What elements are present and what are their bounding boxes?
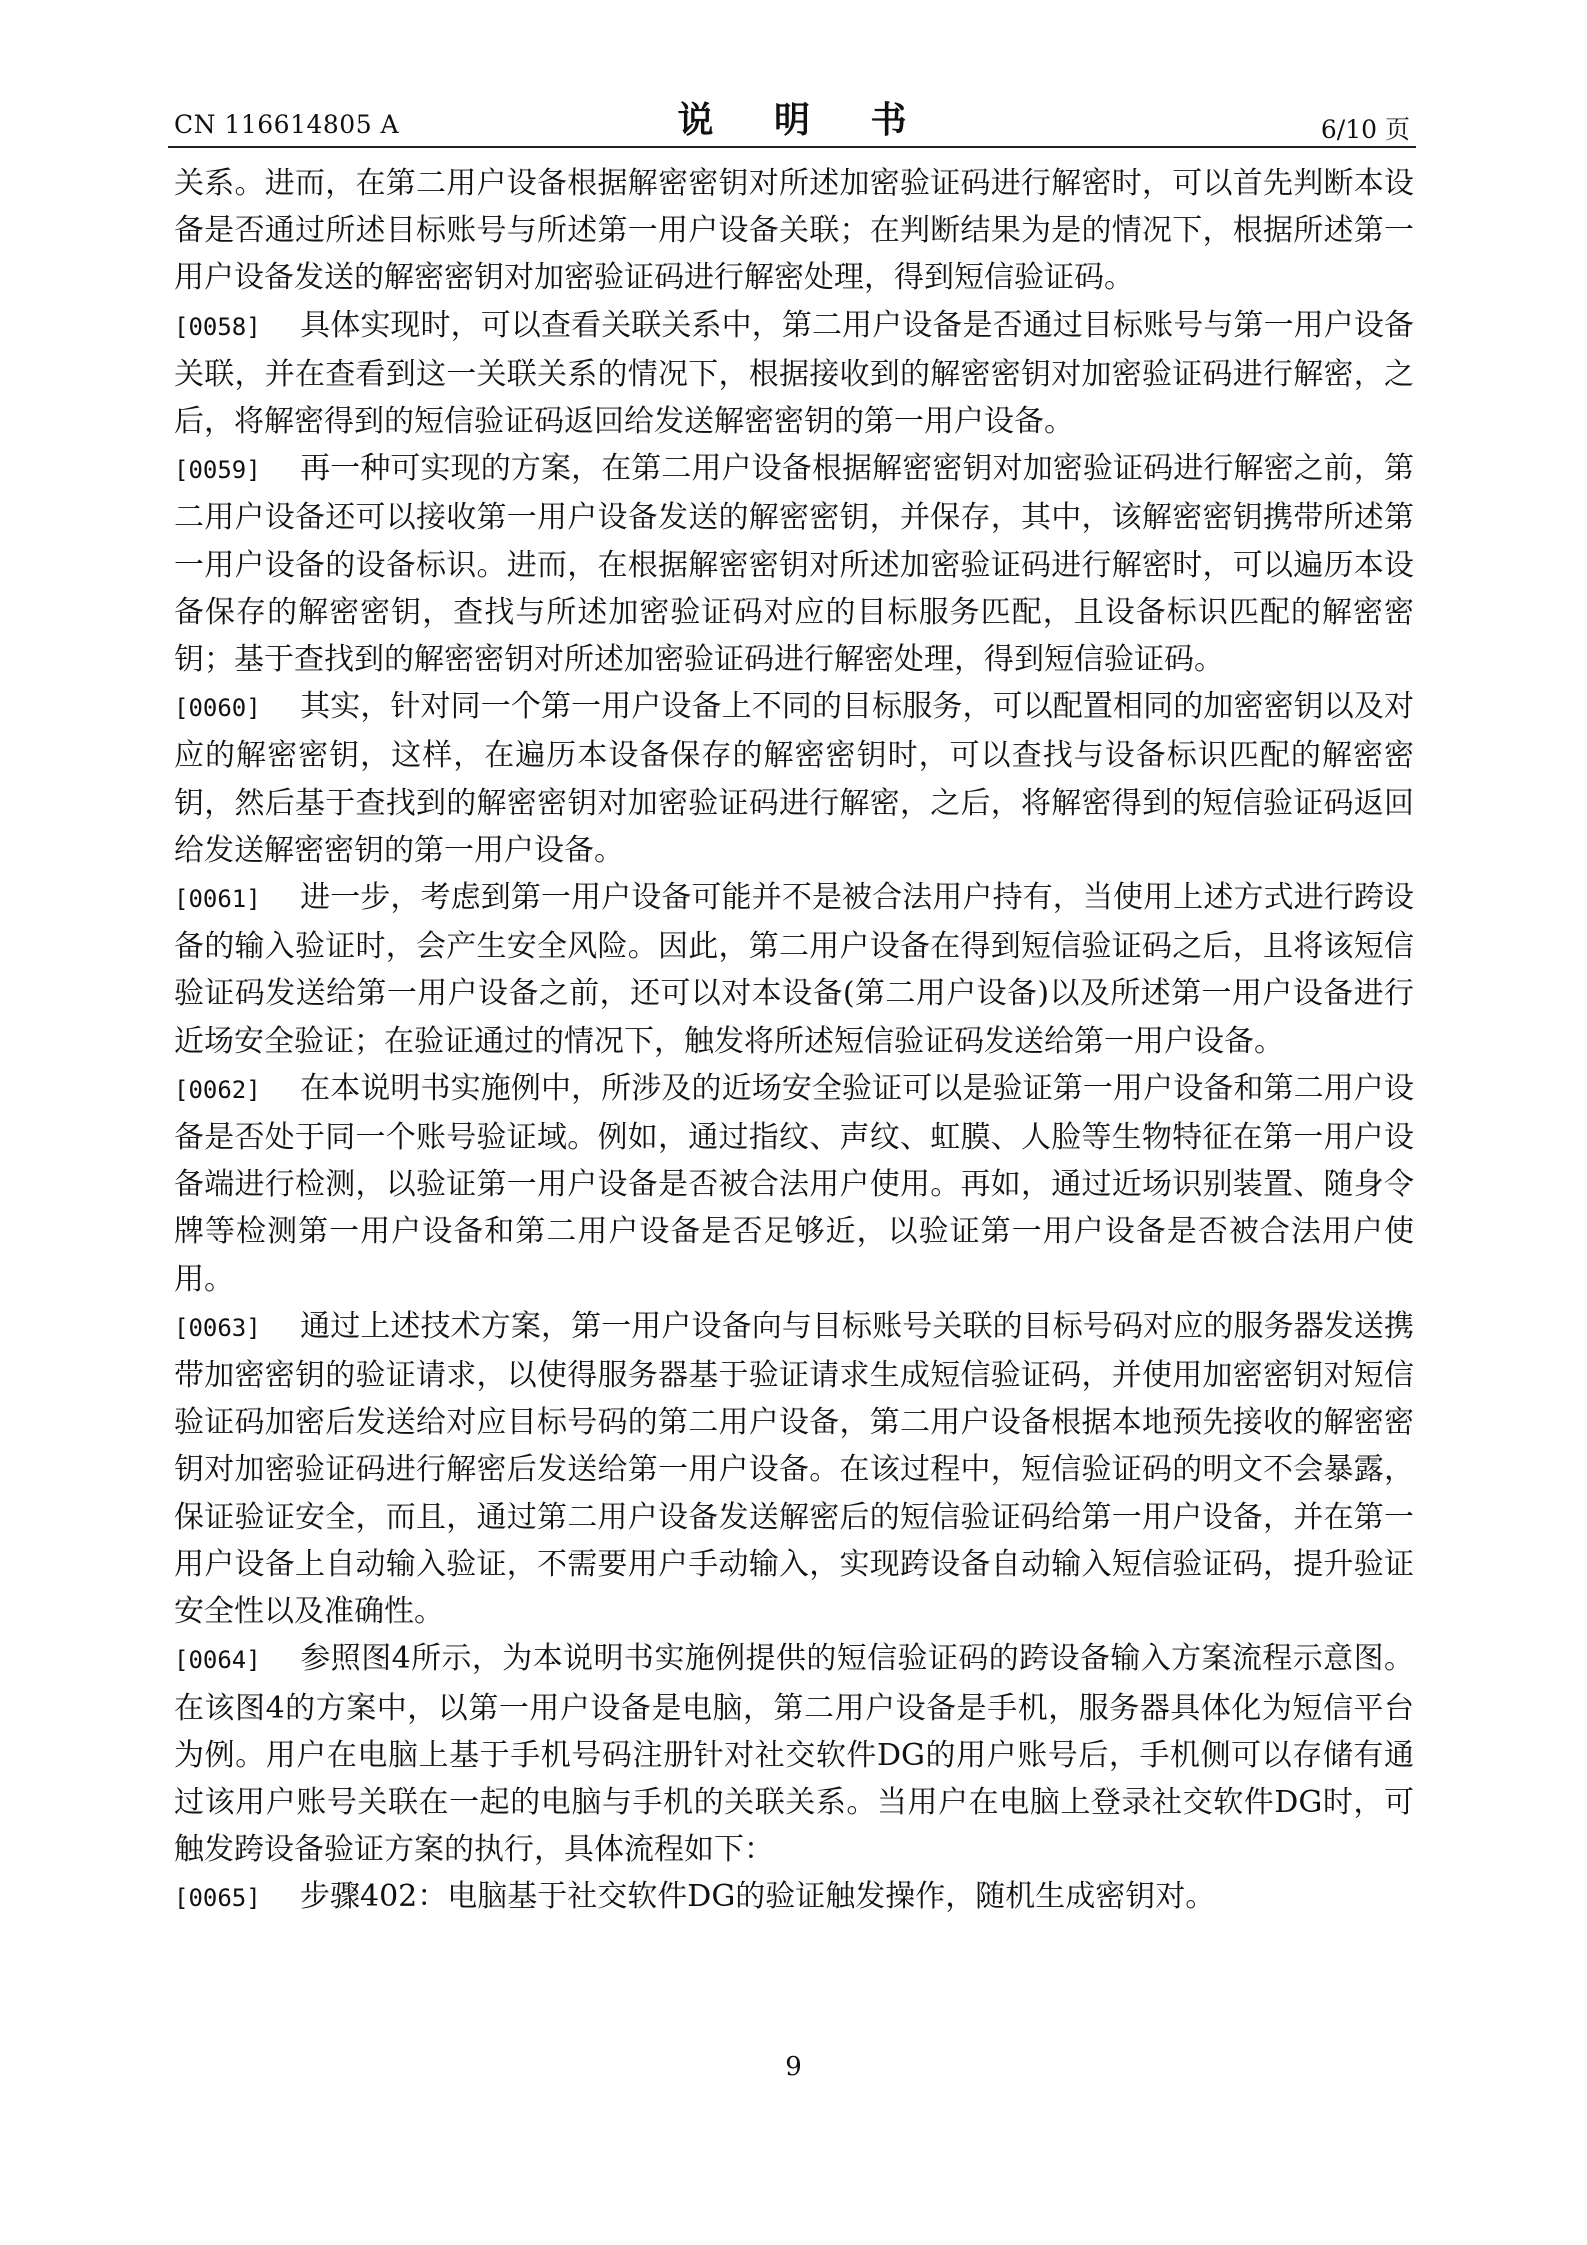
paragraph-number: [0059] bbox=[174, 456, 261, 485]
paragraph-text: 具体实现时，可以查看关联关系中，第二用户设备是否通过目标账号与第一用户设备关联，并在查看到这一关联关系的情况下，根据接收到的解密密钥对加密验证码进行解密，之后，将解密得到的短信验证码返回给发送解密密钥的第一用户设备。 bbox=[174, 307, 1414, 440]
paragraph-text: 进一步，考虑到第一用户设备可能并不是被合法用户持有，当使用上述方式进行跨设备的输入验证时，会产生安全风险。因此，第二用户设备在得到短信验证码之后，且将该短信验证码发送给第一用户设备之前，还可以对本设备(第二用户设备)以及所述第一用户设备进行近场安全验证；在验证通过的情况下，触发将所述短信验证码发送给第一用户设备。 bbox=[174, 880, 1414, 1059]
publication-number: CN 116614805 A bbox=[174, 110, 400, 139]
paragraph-continued bbox=[174, 160, 1414, 302]
paragraph-number: [0061] bbox=[174, 885, 261, 914]
paragraph-0064 bbox=[174, 1635, 1414, 1873]
paragraph-text: 步骤402：电脑基于社交软件DG的验证触发操作，随机生成密钥对。 bbox=[300, 1879, 1216, 1915]
paragraph-number: [0063] bbox=[174, 1313, 261, 1342]
paragraph-number: [0060] bbox=[174, 694, 261, 723]
paragraph-0062 bbox=[174, 1065, 1414, 1303]
paragraph-0061 bbox=[174, 874, 1414, 1065]
page-header bbox=[168, 92, 1416, 146]
paragraph-text: 参照图4所示，为本说明书实施例提供的短信验证码的跨设备输入方案流程示意图。在该图4的方案中，以第一用户设备是电脑，第二用户设备是手机，服务器具体化为短信平台为例。用户在电脑上基于手机号码注册针对社交软件DG的用户账号后，手机侧可以存储有通过该用户账号关联在一起的电脑与手机的关联关系。当用户在电脑上登录社交软件DG时，可触发跨设备验证方案的执行，具体流程如下： bbox=[174, 1641, 1414, 1868]
document-title: 说 明 书 bbox=[677, 99, 931, 141]
paragraph-text: 在本说明书实施例中，所涉及的近场安全验证可以是验证第一用户设备和第二用户设备是否处于同一个账号验证域。例如，通过指纹、声纹、虹膜、人脸等生物特征在第一用户设备端进行检测，以验证第一用户设备是否被合法用户使用。再如，通过近场识别装置、随身令牌等检测第一用户设备和第二用户设备是否足够近，以验证第一用户设备是否被合法用户使用。 bbox=[174, 1070, 1414, 1297]
document-body bbox=[174, 160, 1414, 1923]
paragraph-text: 再一种可实现的方案，在第二用户设备根据解密密钥对加密验证码进行解密之前，第二用户设备还可以接收第一用户设备发送的解密密钥，并保存，其中，该解密密钥携带所述第一用户设备的设备标识。进而，在根据解密密钥对所述加密验证码进行解密时，可以遍历本设备保存的解密密钥，查找与所述加密验证码对应的目标服务匹配，且设备标识匹配的解密密钥；基于查找到的解密密钥对所述加密验证码进行解密处理，得到短信验证码。 bbox=[174, 451, 1414, 678]
paragraph-text: 通过上述技术方案，第一用户设备向与目标账号关联的目标号码对应的服务器发送携带加密密钥的验证请求，以使得服务器基于验证请求生成短信验证码，并使用加密密钥对短信验证码加密后发送给对应目标号码的第二用户设备，第二用户设备根据本地预先接收的解密密钥对加密验证码进行解密后发送给第一用户设备。在该过程中，短信验证码的明文不会暴露，保证验证安全，而且，通过第二用户设备发送解密后的短信验证码给第一用户设备，并在第一用户设备上自动输入验证，不需要用户手动输入，实现跨设备自动输入短信验证码，提升验证安全性以及准确性。 bbox=[174, 1308, 1414, 1630]
paragraph-number: [0062] bbox=[174, 1075, 261, 1104]
paragraph-number: [0064] bbox=[174, 1646, 261, 1675]
paragraph-number: [0065] bbox=[174, 1884, 261, 1913]
paragraph-0065 bbox=[174, 1873, 1414, 1922]
page-indicator: 6/10 页 bbox=[1320, 115, 1410, 144]
paragraph-text: 其实，针对同一个第一用户设备上不同的目标服务，可以配置相同的加密密钥以及对应的解密密钥，这样，在遍历本设备保存的解密密钥时，可以查找与设备标识匹配的解密密钥，然后基于查找到的解密密钥对加密验证码进行解密，之后，将解密得到的短信验证码返回给发送解密密钥的第一用户设备。 bbox=[174, 689, 1414, 868]
paragraph-0058 bbox=[174, 302, 1414, 446]
header-divider bbox=[168, 146, 1416, 148]
paragraph-number: [0058] bbox=[174, 312, 261, 341]
paragraph-text: 关系。进而，在第二用户设备根据解密密钥对所述加密验证码进行解密时，可以首先判断本设备是否通过所述目标账号与所述第一用户设备关联；在判断结果为是的情况下，根据所述第一用户设备发送的解密密钥对加密验证码进行解密处理，得到短信验证码。 bbox=[174, 166, 1414, 296]
paragraph-0059 bbox=[174, 445, 1414, 683]
paragraph-0060 bbox=[174, 683, 1414, 874]
page-number: 9 bbox=[785, 2052, 802, 2082]
paragraph-0063 bbox=[174, 1303, 1414, 1635]
